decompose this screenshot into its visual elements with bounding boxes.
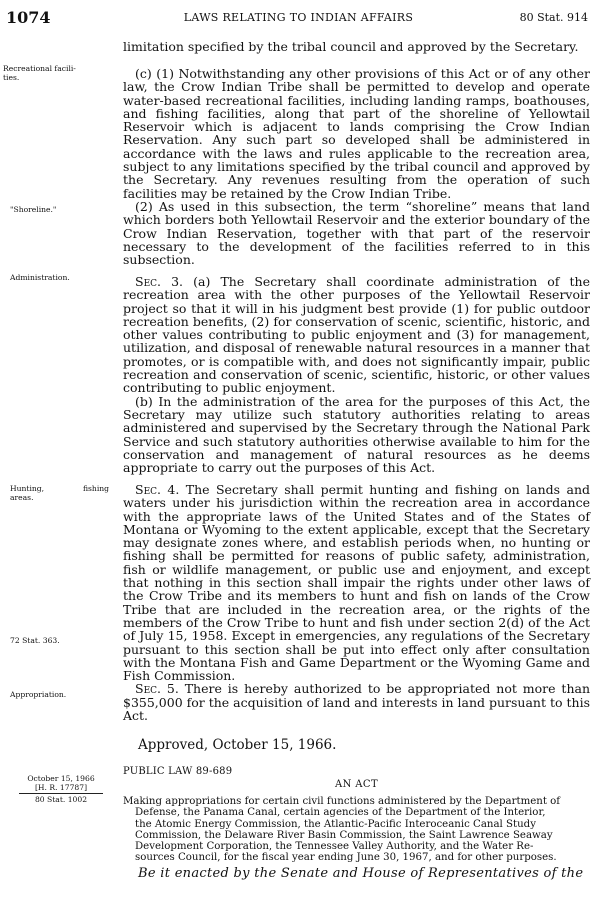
public-law-number: PUBLIC LAW 89-689 xyxy=(123,766,233,777)
margin-note-hunting-fishing: Hunting, fishing xyxy=(10,484,109,493)
enacting-clause: Be it enacted by the Senate and House of Representatives of the xyxy=(138,866,584,881)
statute-body xyxy=(123,40,590,53)
approved-date: Approved, October 15, 1966. xyxy=(138,737,337,753)
stamp-stat: 80 Stat. 1002 xyxy=(34,795,88,805)
paragraph-c1: (c) (1) Notwithstanding any other provisions of this Act or of any other law, the Crow Indian Tribe shall be permitted to develop and operate water-based recreational facilities, including landing ramps, boathouses, and fishing facilities, along that part of the shoreline of Yellowtail Reservoir which is adjacent to lands comprising the Crow Indian Reservation. Any such part so developed shall be administered in accordance with the laws and rules applicable to the recreation area, subject to any limitations specified by the tribal council and approved by the Secretary. Any revenues resulting from the operation of such facilities may be retained by the Crow Indian Tribe. xyxy=(123,66,590,201)
running-title: LAWS RELATING TO INDIAN AFFAIRS xyxy=(183,11,414,24)
paragraph-c2: (2) As used in this subsection, the term “shoreline” means that land which borders both Yellowtail Reservoir and the exterior boundary of the Crow Indian Reservation, together with that part of the reservoir necessary to the development of the facilities referred to in this subsection. xyxy=(123,198,590,268)
margin-note-stat-citation: 72 Stat. 363. xyxy=(10,636,60,645)
act-description xyxy=(123,796,590,864)
description-line: Defense, the Panama Canal, certain agencies of the Department of the Interior, xyxy=(135,807,546,819)
enactment-stamp xyxy=(13,774,109,805)
description-line: Commission, the Delaware River Basin Commission, the Saint Lawrence Seaway xyxy=(135,829,553,841)
margin-note-recreational-facilities: Recreational facili- ties. xyxy=(3,64,76,82)
section-3b: (b) In the administration of the area for the purposes of this Act, the Secretary may utilize such statutory authorities relating to areas administered and supervised by the Secretary through the National Park Service and such statutory authorities otherwise available to him for the conservation and management of natural resources as he deems appropriate to carry out the purposes of this Act. xyxy=(123,393,590,476)
description-line: the Atomic Energy Commission, the Atlantic-Pacific Interoceanic Canal Study xyxy=(135,818,536,830)
section-heading: Sec. 4. xyxy=(135,482,180,497)
stamp-rule xyxy=(19,793,103,794)
stamp-date: October 15, 1966 xyxy=(27,774,95,783)
section-4: Sec. 4. The Secretary shall permit hunting and fishing on lands and waters under his jurisdiction within the recreation area in accordance with the appropriate laws of the United States and of the States of Montana or Wyoming to the extent applicable, except that the Secretary may designate zones where, and establish periods when, no hunting or fishing shall be permitted for reasons of public safety, administration, fish or wildlife management, or public use and enjoyment, and except that nothing in this section shall impair the rights under other laws of the Crow Tribe and its members to hunt and fish on lands of the Crow Tribe that are included in the recreation area, or the rights of the members of the Crow Tribe to hunt and fish under section 2(d) of the Act of July 15, 1958. Except in emergencies, any regulations of the Secretary pursuant to this section shall be put into effect only after consultation with the Montana Fish and Game Department or the Wyoming Game and Fish Commission. xyxy=(123,482,590,684)
stamp-bill: [H. R. 17787] xyxy=(34,783,88,793)
stat-citation: 80 Stat. 914 xyxy=(519,11,588,24)
section-heading: Sec. 5. xyxy=(135,681,179,697)
section-5: Sec. 5. There is hereby authorized to be appropriated not more than $355,000 for the acquisition of land and interests in land pursuant to this Act. xyxy=(123,681,590,724)
running-header xyxy=(0,8,597,28)
statute-body-sec4 xyxy=(123,483,590,722)
description-line: Making appropriations for certain civil functions administered by the Department of xyxy=(123,796,561,807)
description-line: Development Corporation, the Tennessee Valley Authority, and the Water Re- xyxy=(135,841,534,853)
section-3a: Sec. 3. (a) The Secretary shall coordinate administration of the recreation area with the other purposes of the Yellowtail Reservoir project so that it will in his judgment best provide (1) for public outdoor recreation benefits, (2) for conservation of scenic, scientific, historic, and other values contributing to public enjoyment and (3) for management, utilization, and disposal of renewable natural resources in a manner that promotes, or is compatible with, and does not significantly impair, public recreation and conservation of scenic, scientific, historic, or other values contributing to public enjoyment. xyxy=(123,274,590,396)
an-act-heading: AN ACT xyxy=(334,779,379,790)
margin-note-administration: Administration. xyxy=(10,273,70,282)
paragraph-limitation: limitation specified by the tribal council and approved by the Secretary. xyxy=(123,39,579,54)
statute-body-sec3 xyxy=(123,275,590,474)
description-line: sources Council, for the fiscal year ending June 30, 1967, and for other purposes. xyxy=(135,852,557,864)
page-number: 1074 xyxy=(6,8,51,27)
statute-body-c xyxy=(123,67,590,266)
margin-note-shoreline: "Shoreline." xyxy=(10,205,57,214)
margin-note-hunting-fishing-cont: areas. xyxy=(10,493,34,502)
section-heading: Sec. 3. xyxy=(135,274,184,289)
margin-note-appropriation: Appropriation. xyxy=(10,690,67,699)
